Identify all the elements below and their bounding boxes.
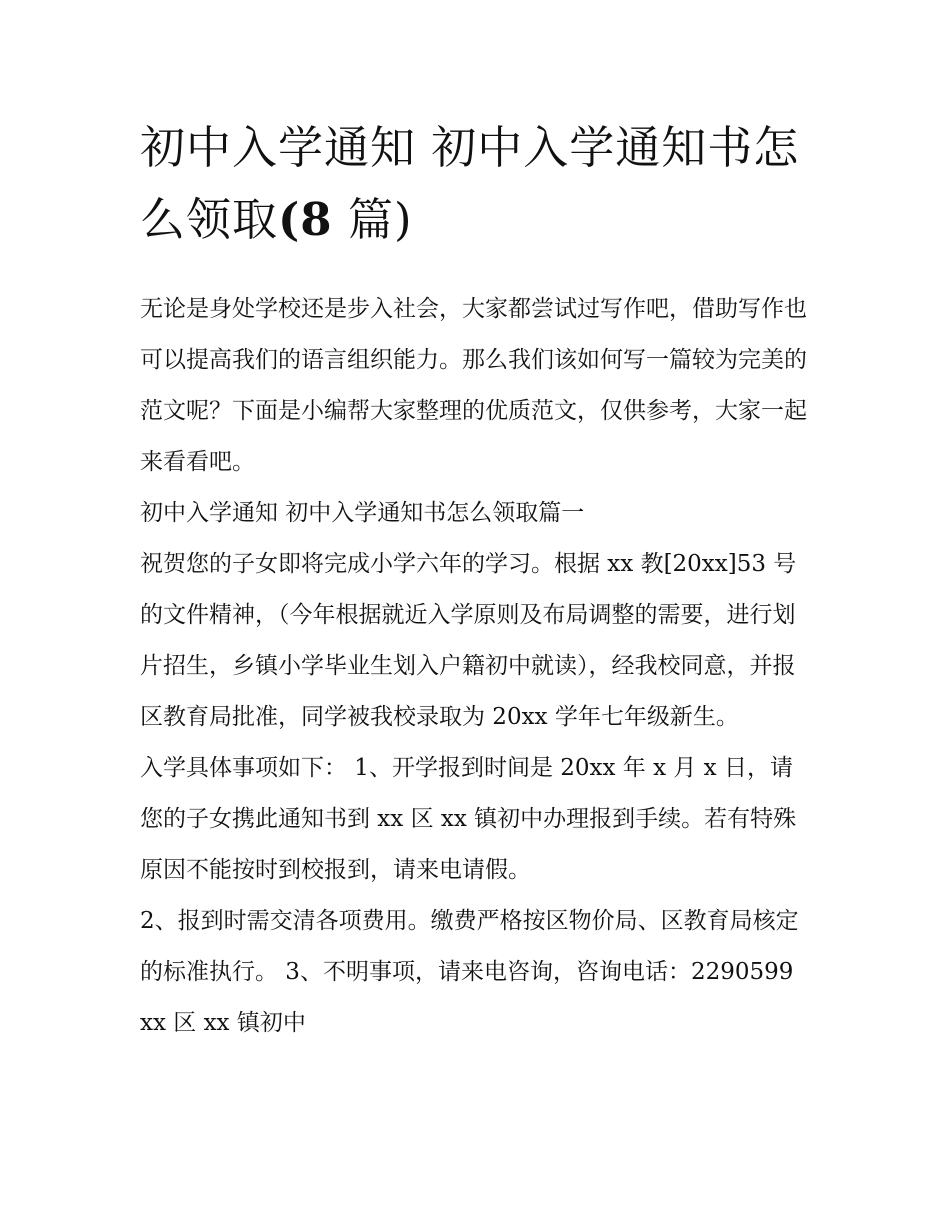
section-heading: 初中入学通知 初中入学通知书怎么领取篇一 (140, 500, 585, 526)
title-text: 初中入学通知 初中入学通知书怎么领取 (140, 121, 800, 246)
body-paragraph-3: 2、报到时需交清各项费用。缴费严格按区物价局、区教育局核定的标准执行。 3、不明事项，请来电咨询，咨询电话：2290599 xx 区 xx 镇初中 (140, 908, 799, 1036)
document-content (140, 112, 812, 1049)
title-end: 篇) (347, 193, 413, 246)
document-title (140, 112, 812, 256)
intro-paragraph: 无论是身处学校还是步入社会，大家都尝试过写作吧，借助写作也可以提高我们的语言组织能力。那么我们该如何写一篇较为完美的范文呢？下面是小编帮大家整理的优质范文，仅供参考，大家一起来看看吧。 (140, 296, 807, 475)
title-bold-count: (8 (278, 193, 333, 246)
body-paragraph-1: 祝贺您的子女即将完成小学六年的学习。根据 xx 教[20xx]53 号的文件精神，（今年根据就近入学原则及布局调整的需要，进行划片招生，乡镇小学毕业生划入户籍初中就读），经我校同意，并报区教育局批准，同学被我校录取为 20xx 学年七年级新生。 (140, 551, 797, 730)
body-paragraph-2: 入学具体事项如下： 1、开学报到时间是 20xx 年 x 月 x 日，请您的子女携此通知书到 xx 区 xx 镇初中办理报到手续。若有特殊原因不能按时到校报到，请来电请假。 (140, 755, 797, 883)
